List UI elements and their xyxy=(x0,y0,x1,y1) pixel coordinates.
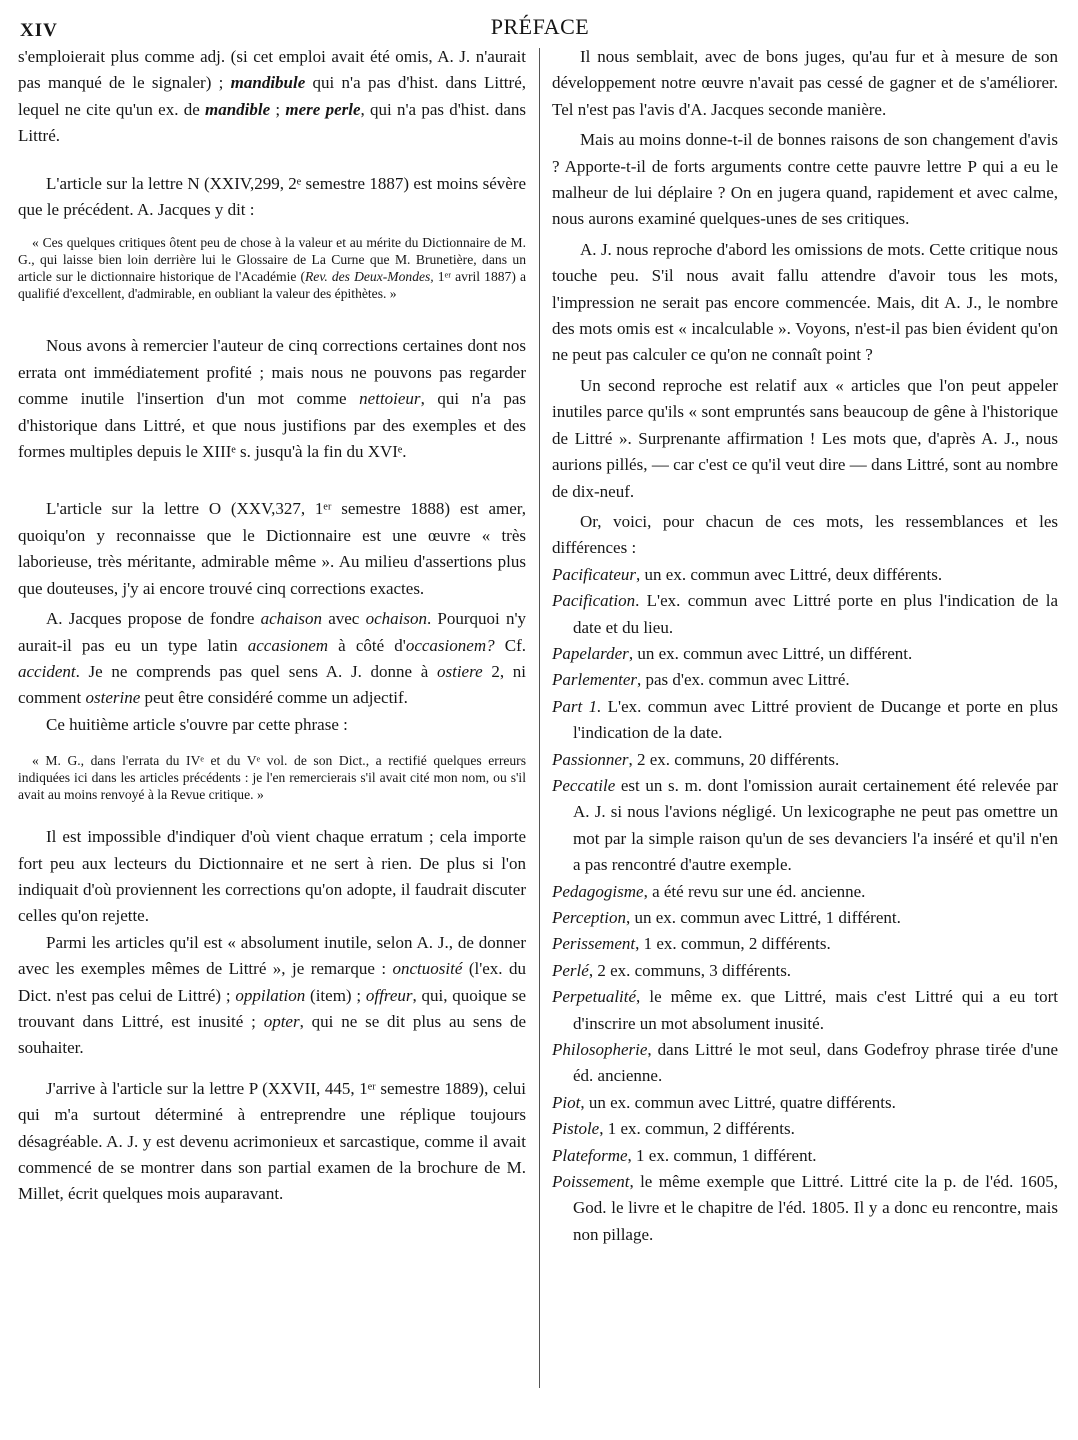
emphasized-text: Pedagogisme xyxy=(552,881,644,901)
text-run: . Pourquoi n'y aurait-il pas eu un type latin xyxy=(18,609,527,655)
list-item xyxy=(552,931,1058,957)
emphasized-text: Plateforme xyxy=(552,1145,628,1165)
emphasized-text: achaison xyxy=(260,609,323,629)
emphasized-text: nettoieur xyxy=(359,389,421,409)
text-run: peut être considéré comme un adjectif. xyxy=(140,688,408,708)
emphasized-text: ostiere xyxy=(436,661,483,681)
text-run: s'emploierait plus comme adj. (si cet emploi avait été omis, A. J. n'aurait pas manqué de le signaler) ; xyxy=(18,47,526,93)
paragraph xyxy=(552,44,1058,123)
emphasized-text: Passionner xyxy=(552,749,629,769)
text-run: 1ᵉʳ avril 1887) a qualifié d'excellent, d'admirable, en oubliant la valeur des épithètes. » xyxy=(18,269,526,302)
emphasized-text: mandibule xyxy=(230,73,306,93)
text-run: Nous avons à remercier l'auteur de cinq corrections certaines dont nos errata ont immédiatement profité ; mais nous ne pouvons pas regarder comme inutile l'insertion d'un mot comme xyxy=(18,336,526,409)
text-run: qui n'a pas d'hist. dans Littré, lequel ne cite qu'un ex. de xyxy=(18,73,526,119)
text-run: est un s. m. dont l'omission aurait certainement été relevée par A. J. si nous l'avions négligé. Un lexicographe ne peut pas omettre un mot par la simple raison qu'un de ses devanciers l'a inséré et qu'il n'en a pas rencontré d'autre exemple. xyxy=(573,775,1058,875)
list-item xyxy=(552,1090,1058,1116)
word-list xyxy=(552,562,1058,1249)
paragraph xyxy=(18,496,526,602)
text-run: Il nous semblait, avec de bons juges, qu'au fur et à mesure de son développement notre œuvre n'avait pas cessé de gagner et de s'améliorer. Tel n'est pas l'avis d'A. Jacques seconde manière. xyxy=(552,47,1058,119)
block-quote xyxy=(18,234,526,302)
emphasized-text: accident xyxy=(18,661,76,681)
text-run: L'article sur la lettre O (XXV,327, 1ᵉʳ semestre 1888) est amer, quoiqu'on y reconnaisse que le Dictionnaire est une œuvre « très laborieuse, très méritante, admirable même ». Au milieu d'assertions plus que douteuses, j'y ai encore trouvé cinq corrections exactes. xyxy=(18,499,526,598)
text-run: L'article sur la lettre N (XXIV,299, 2ᵉ semestre 1887) est moins sévère que le précédent. A. Jacques y dit : xyxy=(18,173,526,220)
text-run: , 2 ex. communs, 3 différents. xyxy=(588,960,792,980)
text-run: à côté d' xyxy=(328,635,406,655)
paragraph xyxy=(552,127,1058,233)
text-run: Il est impossible d'indiquer d'où vient chaque erratum ; cela importe fort peu aux lecteurs du Dictionnaire et ne sert à rien. De plus si l'on indiquait d'où proviennent les corrections qu'on adopte, il faudrait discuter celles qu'on rejette. xyxy=(18,827,526,926)
text-run: , qui n'a pas d'hist. dans Littré. xyxy=(18,99,527,146)
text-run: avec xyxy=(322,609,366,629)
page-header xyxy=(20,14,1060,46)
block-quote xyxy=(18,752,526,803)
list-item xyxy=(552,1143,1058,1169)
text-run: « Ces quelques critiques ôtent peu de chose à la valeur et au mérite du Dictionnaire de M. G., qui laisse bien loin derrière lui le Glossaire de La Curne que M. Brunetière, dans un article sur le dictionnaire historique de l'Académie ( xyxy=(18,235,526,285)
text-run: « M. G., dans l'errata du IVᵉ et du Vᵉ vol. de son Dict., a rectifié quelques erreurs indiquées ici dans les articles précédents : je l'en remercierais s'il avait cité mon nom, ou s'il avait au moins renvoyé à la Revue critique. » xyxy=(18,753,526,803)
text-run: (l'ex. du Dict. n'est pas celui de Littré) ; xyxy=(18,959,526,1005)
text-run: Un second reproche est relatif aux « articles que l'on peut appeler inutiles parce qu'ils « sont empruntés sans beaucoup de gêne à l'historique de Littré ». Surprenante affirmation ! Les mots que, d'après A. J., nous aurions pillés, — car c'est ce qu'il veut dire — dans Littré, sont au nombre de dix-neuf. xyxy=(552,375,1058,501)
list-item xyxy=(552,879,1058,905)
paragraph xyxy=(552,509,1058,562)
text-run: , 1 ex. commun, 1 différent. xyxy=(627,1145,817,1165)
emphasized-text: Pacification xyxy=(552,591,636,611)
paragraph xyxy=(18,333,526,465)
text-run: J'arrive à l'article sur la lettre P (XXVII, 445, 1ᵉʳ semestre 1889), celui qui m'a surtout déterminé à entreprendre une réplique toujours désagréable. A. J. y est devenu acrimonieux et sarcastique, comme il avait commencé de se montrer dans son partial examen de la brochure de M. Millet, écrit quelques mois auparavant. xyxy=(18,1078,526,1204)
emphasized-text: Pistole xyxy=(552,1119,600,1139)
left-column xyxy=(18,44,526,1208)
emphasized-text: Piot xyxy=(552,1092,581,1112)
emphasized-text: osterine xyxy=(85,688,141,708)
running-title: PRÉFACE xyxy=(490,14,590,39)
text-run: (item) ; xyxy=(305,985,366,1005)
text-run: A. J. nous reproche d'abord les omissions de mots. Cette critique nous touche peu. S'il nous avait fallu attendre d'avoir tous les mots, l'impression ne serait pas encore commencée. Mais, dit A. J., le nombre des mots omis est « incalculable ». Voyons, n'est-il pas bien évident qu'on ne peut pas calculer ce qu'on ne connaît point ? xyxy=(552,239,1058,365)
emphasized-text: accasionem xyxy=(247,635,329,655)
text-run: Or, voici, pour chacun de ces mots, les ressemblances et les différences : xyxy=(552,511,1058,558)
text-run: Mais au moins donne-t-il de bonnes raisons de son changement d'avis ? Apporte-t-il de forts arguments contre cette pauvre lettre P qui a eu le malheur de lui déplaire ? On en jugera quand, rapidement et avec calme, nous aurons examiné quelques-unes de ses critiques. xyxy=(552,130,1058,229)
emphasized-text: ochaison xyxy=(365,609,427,629)
column-divider xyxy=(539,48,540,1388)
list-item xyxy=(552,747,1058,773)
list-item xyxy=(552,667,1058,693)
text-run: , qui, quoique se trouvant dans Littré, est inusité ; xyxy=(18,985,526,1031)
list-item xyxy=(552,562,1058,588)
emphasized-text: Philosopherie xyxy=(552,1040,648,1060)
emphasized-text: Poissement xyxy=(552,1172,630,1192)
list-item xyxy=(552,588,1058,641)
emphasized-text: oppilation xyxy=(235,985,306,1005)
emphasized-text: Perception xyxy=(552,908,626,927)
text-run: , a été revu sur une éd. ancienne. xyxy=(643,881,866,901)
emphasized-text: occasionem? xyxy=(405,635,495,655)
text-run: , un ex. commun avec Littré, 1 différent. xyxy=(625,908,901,927)
list-item xyxy=(552,1037,1058,1090)
emphasized-text: opter xyxy=(263,1011,300,1031)
emphasized-text: Peccatile xyxy=(552,775,616,795)
text-run: , 2 ex. communs, 20 différents. xyxy=(628,749,840,769)
emphasized-text: Perissement xyxy=(552,934,636,954)
emphasized-text: Perlé xyxy=(552,960,589,980)
list-item xyxy=(552,694,1058,747)
emphasized-text: Perpetualité xyxy=(552,987,637,1007)
text-run: , dans Littré le mot seul, dans Godefroy phrase tirée d'une éd. ancienne. xyxy=(573,1040,1058,1086)
text-run: , un ex. commun avec Littré, deux différents. xyxy=(636,564,943,584)
list-item xyxy=(552,1169,1058,1248)
paragraph xyxy=(552,237,1058,369)
text-run: , le même ex. que Littré, mais c'est Littré qui a eu tort d'inscrire un mot absolument inusité. xyxy=(573,987,1058,1033)
text-run: , un ex. commun avec Littré, un différent. xyxy=(628,643,913,663)
text-run: L'ex. commun avec Littré provient de Ducange et porte en plus l'indication de la date. xyxy=(573,696,1058,743)
paragraph xyxy=(18,824,526,930)
emphasized-text: Part 1. xyxy=(552,696,602,716)
text-run: Cf. xyxy=(494,635,526,655)
paragraph xyxy=(18,930,526,1062)
emphasized-text: Pacificateur xyxy=(552,564,637,584)
emphasized-text: onctuosité xyxy=(392,959,463,979)
emphasized-text: mandible xyxy=(205,99,271,119)
list-item xyxy=(552,905,1058,931)
text-run: 2, ni comment xyxy=(18,661,526,708)
text-run: Parmi les articles qu'il est « absolument inutile, selon A. J., de donner avec les exemples mêmes de Littré », je remarque : xyxy=(18,932,526,979)
text-run: . Je ne comprends pas quel sens A. J. donne à xyxy=(75,661,437,681)
list-item xyxy=(552,773,1058,879)
text-run: , un ex. commun avec Littré, quatre différents. xyxy=(580,1092,896,1112)
text-run: , 1 ex. commun, 2 différents. xyxy=(635,934,831,954)
text-run: . L'ex. commun avec Littré porte en plus l'indication de la date et du lieu. xyxy=(573,591,1058,637)
paragraph xyxy=(18,1076,526,1208)
emphasized-text: offreur xyxy=(365,985,413,1005)
text-run: , le même exemple que Littré. Littré cite la p. de l'éd. 1605, God. le livre et le chapitre de l'éd. 1805. Il y a donc eu rencontre, mais non pillage. xyxy=(573,1172,1058,1244)
paragraph xyxy=(552,373,1058,505)
paragraph xyxy=(18,712,526,738)
emphasized-text: mere perle xyxy=(285,99,361,119)
list-item xyxy=(552,1116,1058,1142)
text-run: , 1 ex. commun, 2 différents. xyxy=(599,1119,795,1139)
emphasized-text: Papelarder xyxy=(552,643,629,663)
right-column xyxy=(552,44,1058,1248)
text-run: , pas d'ex. commun avec Littré. xyxy=(636,670,850,690)
emphasized-text: Rev. des Deux-Mondes, xyxy=(305,269,434,285)
list-item xyxy=(552,984,1058,1037)
emphasized-text: Parlementer xyxy=(552,670,637,690)
text-run: ; xyxy=(270,99,286,119)
paragraph xyxy=(18,606,526,712)
text-run: A. Jacques propose de fondre xyxy=(46,609,261,629)
text-run: , qui n'a pas d'historique dans Littré, et que nous justifions par des exemples et des formes multiples depuis le XIIIᵉ s. jusqu'à la fin du XVIᵉ. xyxy=(18,389,526,462)
text-run: Ce huitième article s'ouvre par cette phrase : xyxy=(46,714,348,734)
paragraph xyxy=(18,44,526,150)
list-item xyxy=(552,958,1058,984)
paragraph xyxy=(18,171,526,224)
list-item xyxy=(552,641,1058,667)
page-number: XIV xyxy=(20,20,58,41)
text-run: , qui ne se dit plus au sens de souhaiter. xyxy=(18,1011,526,1058)
